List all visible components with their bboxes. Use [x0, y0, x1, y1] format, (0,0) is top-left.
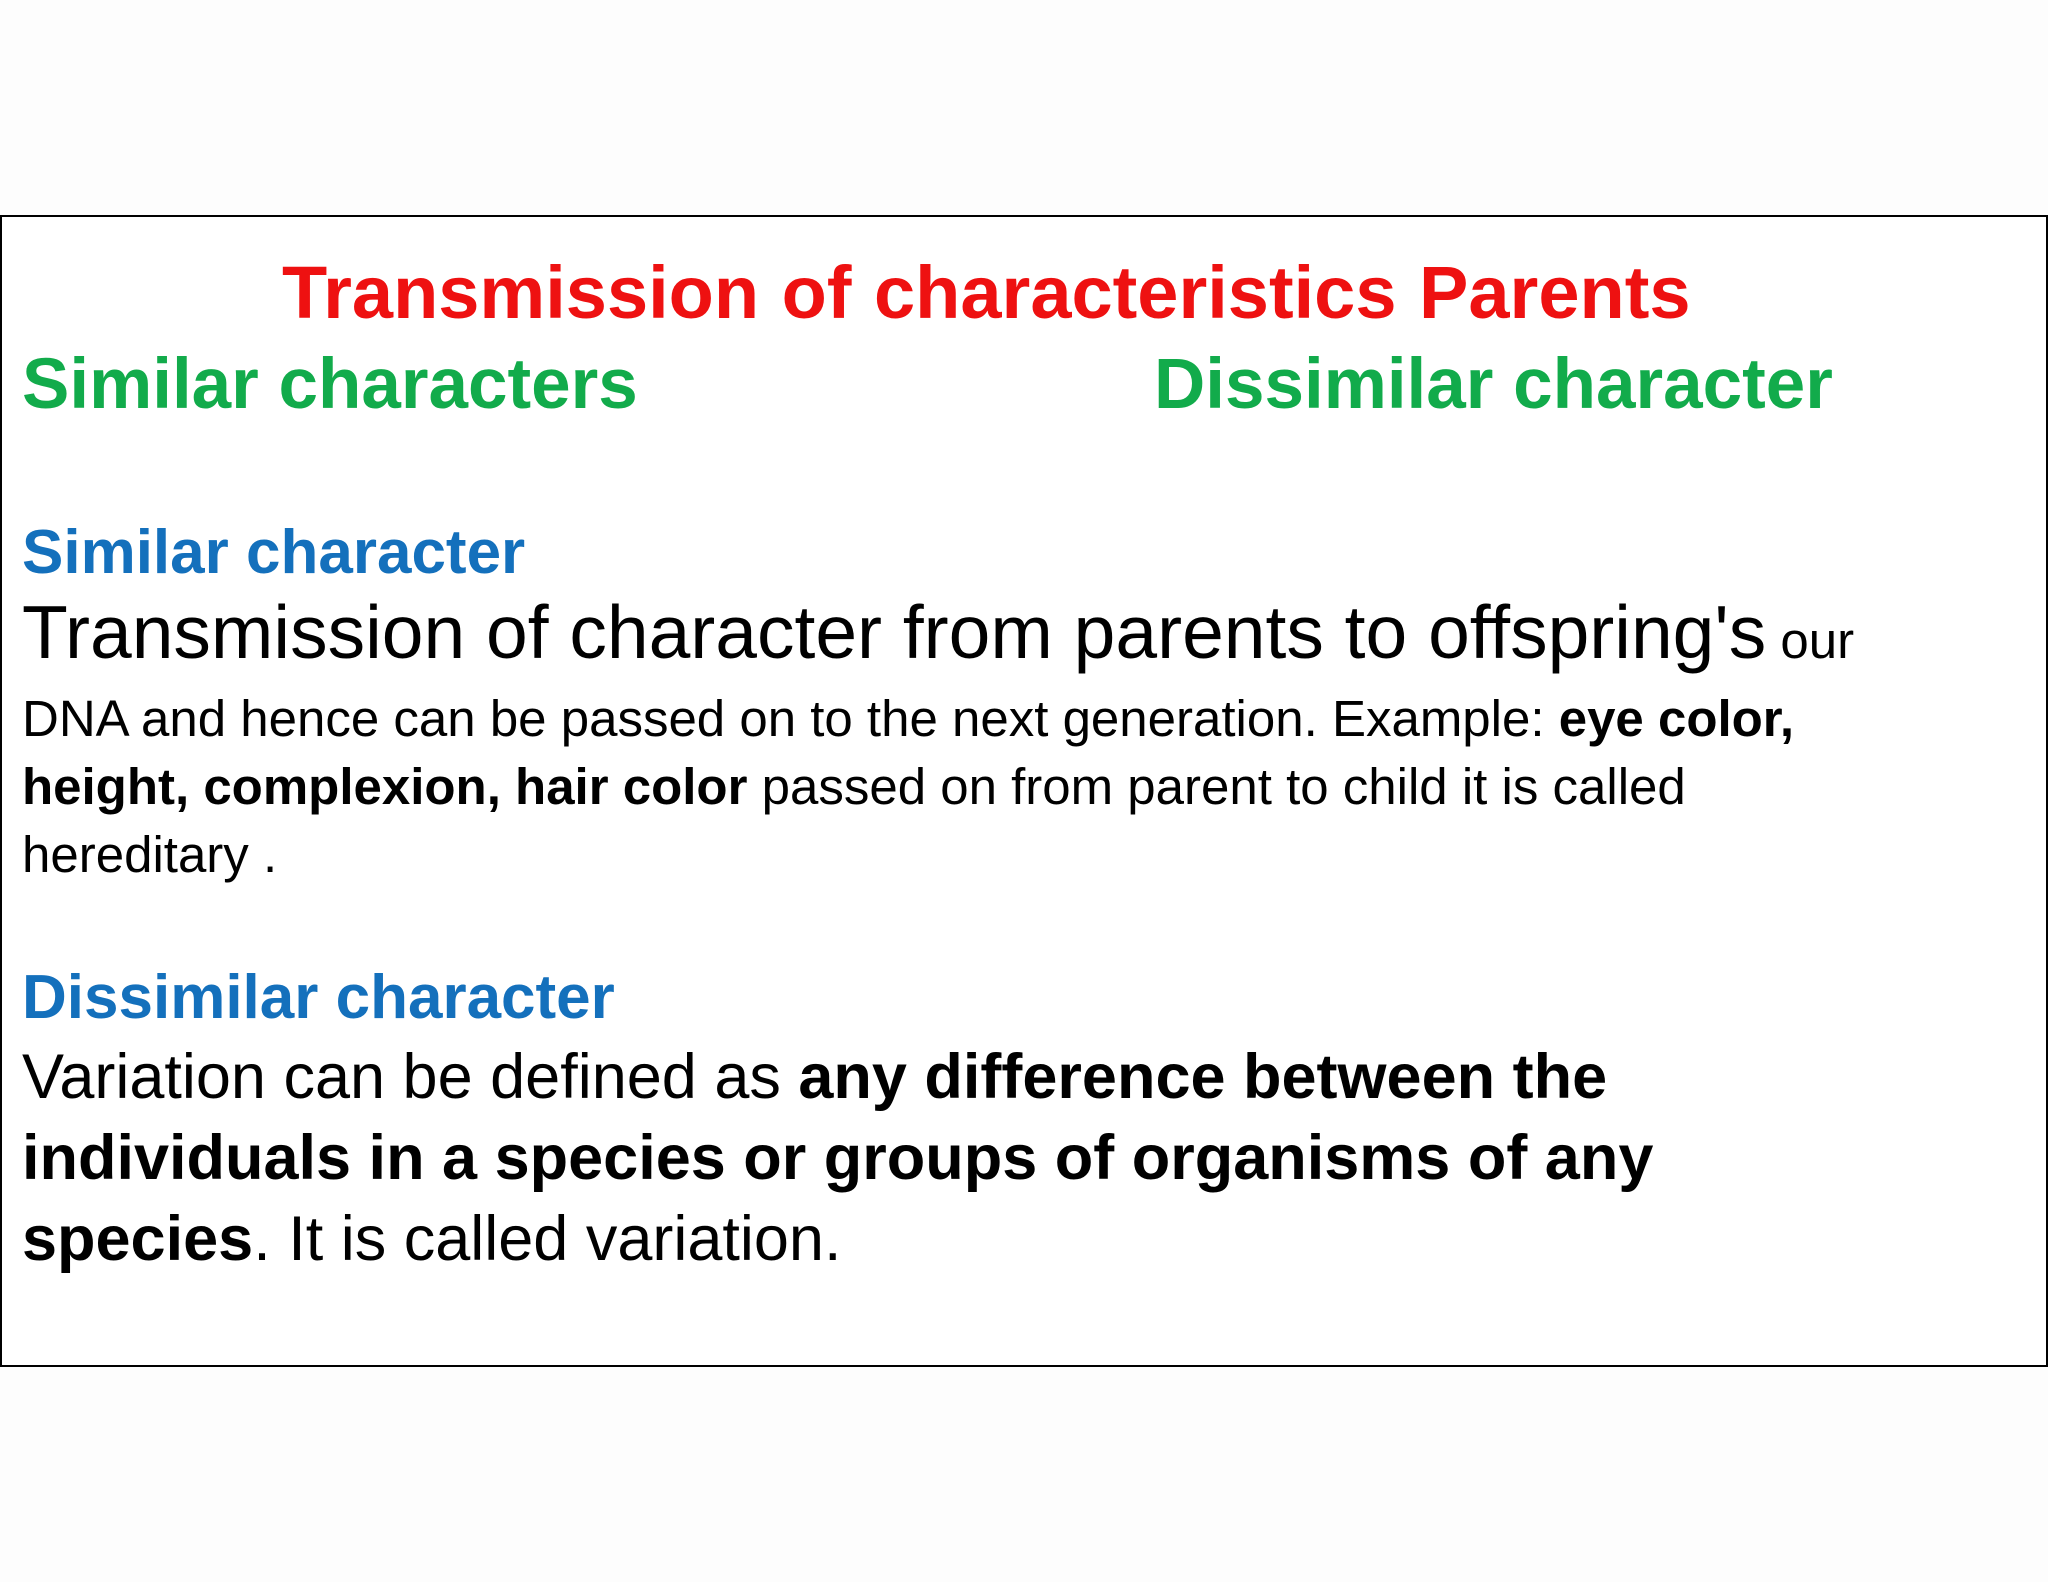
dissimilar-lead-text: Variation can be defined as: [22, 1042, 799, 1112]
similar-lead-tail: our: [1766, 612, 1855, 669]
dissimilar-bold-1: any difference between the: [798, 1042, 1608, 1112]
dissimilar-paragraph: [22, 1037, 1882, 1280]
similar-lead-text: Transmission of character from parents to offspring's: [22, 590, 1767, 674]
similar-traits-1: eye color,: [1558, 690, 1795, 747]
section-heading-similar: Similar character: [22, 518, 526, 587]
dissimilar-bold-3: species: [22, 1204, 254, 1274]
slide-frame: [0, 215, 2048, 1367]
similar-traits-2: height, complexion, hair color: [22, 758, 748, 815]
dissimilar-tail-text: . It is called variation.: [253, 1204, 842, 1274]
similar-paragraph: [22, 685, 2022, 889]
similar-text-1: DNA and hence can be passed on to the next generation. Example:: [22, 690, 1559, 747]
column-heading-similar: Similar characters: [22, 345, 638, 424]
similar-lead-line: [22, 589, 1854, 675]
similar-text-3: hereditary .: [22, 826, 278, 883]
dissimilar-bold-2: individuals in a species or groups of organisms of any: [22, 1123, 1654, 1193]
column-heading-dissimilar: Dissimilar character: [1154, 345, 1833, 424]
section-heading-dissimilar: Dissimilar character: [22, 963, 615, 1032]
slide-title: Transmission of characteristics Parents: [282, 251, 1691, 334]
similar-text-2: passed on from parent to child it is called: [747, 758, 1686, 815]
